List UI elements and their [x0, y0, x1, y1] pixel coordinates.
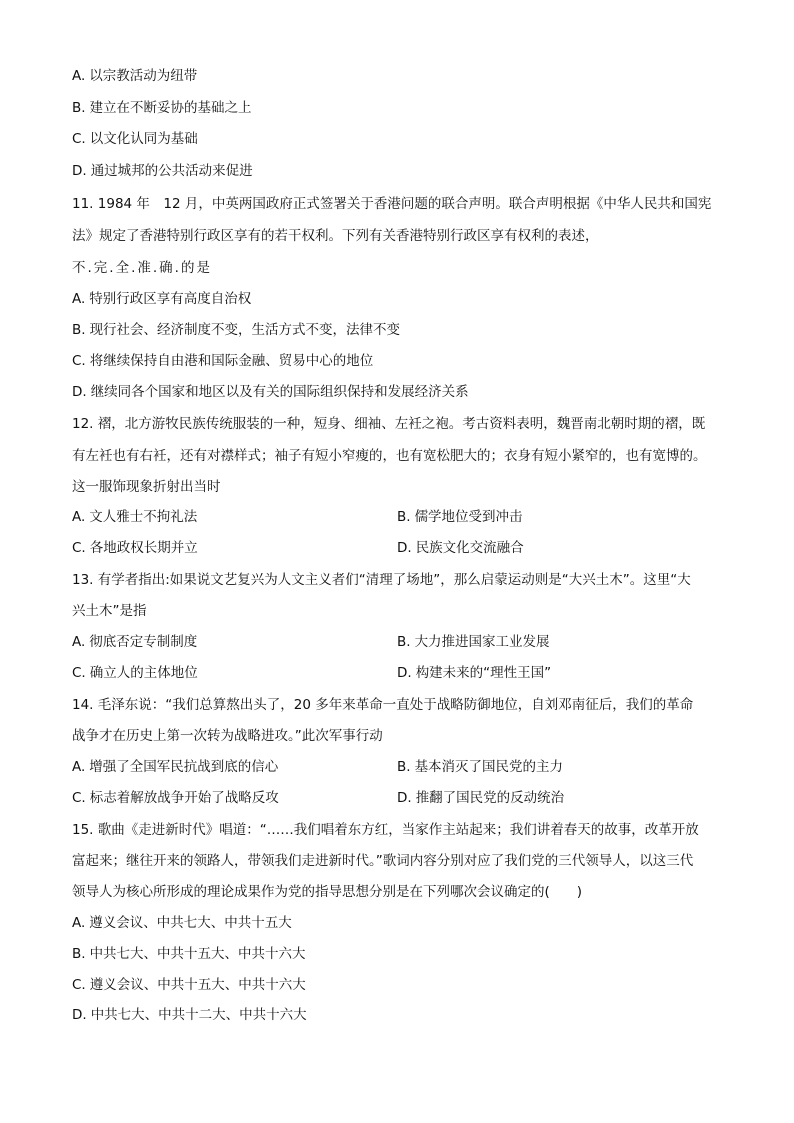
q13-option-d: D. 构建未来的“理性王国” [397, 665, 552, 681]
q15-option-d: D. 中共七大、中共十二大、中共十六大 [72, 1007, 307, 1023]
q13-option-c: C. 确立人的主体地位 [72, 665, 198, 681]
q15-stem-line2: 富起来；继往开来的领路人，带领我们走进新时代。”歌词内容分别对应了我们党的三代领导人，以这三代 [72, 853, 694, 869]
q12-stem-line2: 有左衽也有右衽，还有对襟样式；袖子有短小窄瘦的，也有宽松肥大的；衣身有短小紧窄的，也有宽博的。 [72, 448, 707, 464]
q14-option-b: B. 基本消灭了国民党的主力 [397, 759, 564, 775]
q13-stem-line1: 13. 有学者指出:如果说文艺复兴为人文主义者们“清理了场地”，那么启蒙运动则是“大兴土木”。这里“大 [72, 572, 691, 588]
q11-option-a: A. 特别行政区享有高度自治权 [72, 291, 252, 307]
q13-stem-line2: 兴土木”是指 [72, 603, 147, 619]
q15-option-c: C. 遵义会议、中共十五大、中共十六大 [72, 977, 306, 993]
q15-stem-line3: 领导人为核心所形成的理论成果作为党的指导思想分别是在下列哪次会议确定的( ) [72, 884, 583, 900]
q14-option-d: D. 推翻了国民党的反动统治 [397, 790, 565, 806]
q13-option-a: A. 彻底否定专制制度 [72, 634, 198, 650]
q14-stem-line1: 14. 毛泽东说：“我们总算熬出头了，20 多年来革命一直处于战略防御地位，自刘邓南征后，我们的革命 [72, 697, 694, 713]
q10-option-a: A. 以宗教活动为纽带 [72, 68, 198, 84]
q12-option-b: B. 儒学地位受到冲击 [397, 509, 523, 525]
q11-option-c: C. 将继续保持自由港和国际金融、贸易中心的地位 [72, 353, 374, 369]
q11-option-b: B. 现行社会、经济制度不变，生活方式不变，法律不变 [72, 322, 401, 338]
q12-option-d: D. 民族文化交流融合 [397, 540, 524, 556]
q12-option-c: C. 各地政权长期并立 [72, 540, 198, 556]
q12-stem-line1: 12. 褶，北方游牧民族传统服装的一种，短身、细袖、左衽之袍。考古资料表明，魏晋南北朝时期的褶，既 [72, 416, 706, 432]
q15-option-a: A. 遵义会议、中共七大、中共十五大 [72, 915, 292, 931]
q14-option-a: A. 增强了全国军民抗战到底的信心 [72, 759, 279, 775]
q14-stem-line2: 战争才在历史上第一次转为战略进攻。”此次军事行动 [72, 728, 383, 744]
q13-option-b: B. 大力推进国家工业发展 [397, 634, 550, 650]
q11-stem-line1: 11. 1984 年 12 月，中英两国政府正式签署关于香港问题的联合声明。联合声明根据《中华人民共和国宪 [72, 196, 712, 212]
q15-option-b: B. 中共七大、中共十五大、中共十六大 [72, 946, 306, 962]
q10-option-c: C. 以文化认同为基础 [72, 131, 198, 147]
q12-option-a: A. 文人雅士不拘礼法 [72, 509, 198, 525]
q10-option-b: B. 建立在不断妥协的基础之上 [72, 100, 252, 116]
q11-stem-line3: 不.完.全.准.确.的是 [72, 260, 212, 276]
q15-stem-line1: 15. 歌曲《走进新时代》唱道：“……我们唱着东方红，当家作主站起来；我们讲着春天的故事，改革开放 [72, 822, 699, 838]
q14-option-c: C. 标志着解放战争开始了战略反攻 [72, 790, 279, 806]
q12-stem-line3: 这一服饰现象折射出当时 [72, 479, 221, 495]
q11-option-d: D. 继续同各个国家和地区以及有关的国际组织保持和发展经济关系 [72, 384, 469, 400]
q11-stem-line2: 法》规定了香港特别行政区享有的若干权利。下列有关香港特别行政区享有权利的表述， [72, 228, 599, 244]
q10-option-d: D. 通过城邦的公共活动来促进 [72, 163, 253, 179]
